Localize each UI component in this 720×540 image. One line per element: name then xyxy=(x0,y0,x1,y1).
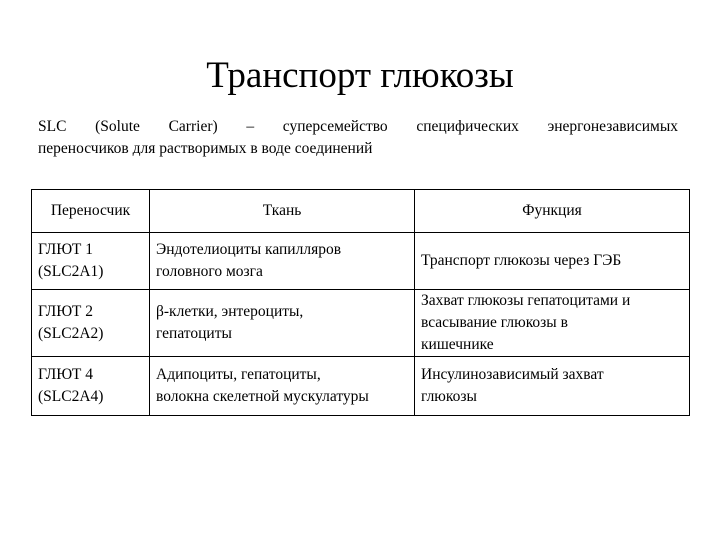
function-cell xyxy=(415,290,690,357)
function-cell xyxy=(415,233,690,290)
carrier-cell xyxy=(32,290,150,357)
intro-paragraph xyxy=(38,116,678,160)
tissue-line: гепатоциты xyxy=(156,325,232,342)
table-row xyxy=(32,233,690,290)
function-line: кишечнике xyxy=(421,336,494,353)
carrier-cell xyxy=(32,357,150,416)
carrier-name: ГЛЮТ 4 xyxy=(38,366,93,383)
tissue-line: β-клетки, энтероциты, xyxy=(156,303,304,320)
intro-line-2: переносчиков для растворимых в воде соединений xyxy=(38,140,373,157)
table-row xyxy=(32,357,690,416)
tissue-line: головного мозга xyxy=(156,263,263,280)
carrier-name: ГЛЮТ 1 xyxy=(38,241,93,258)
carrier-gene: (SLC2A2) xyxy=(38,325,104,342)
table-row xyxy=(32,290,690,357)
tissue-line: Адипоциты, гепатоциты, xyxy=(156,366,321,383)
function-line: Транспорт глюкозы через ГЭБ xyxy=(421,252,622,269)
function-cell xyxy=(415,357,690,416)
header-carrier: Переносчик xyxy=(32,190,150,233)
intro-line-1: SLC (Solute Carrier) – суперсемейство специфических энергонезависимых xyxy=(38,118,678,135)
tissue-line: волокна скелетной мускулатуры xyxy=(156,388,369,405)
header-tissue: Ткань xyxy=(150,190,415,233)
function-line: глюкозы xyxy=(421,388,477,405)
carrier-name: ГЛЮТ 2 xyxy=(38,303,93,320)
header-function: Функция xyxy=(415,190,690,233)
tissue-line: Эндотелиоциты капилляров xyxy=(156,241,342,258)
tissue-cell xyxy=(150,290,415,357)
function-line: Инсулинозависимый захват xyxy=(421,366,604,383)
tissue-cell xyxy=(150,233,415,290)
table-header-row xyxy=(32,190,690,233)
carrier-gene: (SLC2A1) xyxy=(38,263,104,280)
function-line: Захват глюкозы гепатоцитами и xyxy=(421,292,631,309)
tissue-cell xyxy=(150,357,415,416)
function-line: всасывание глюкозы в xyxy=(421,314,568,331)
glucose-transporters-table xyxy=(31,189,690,416)
carrier-gene: (SLC2A4) xyxy=(38,388,104,405)
page-title: Транспорт глюкозы xyxy=(206,55,514,96)
carrier-cell xyxy=(32,233,150,290)
